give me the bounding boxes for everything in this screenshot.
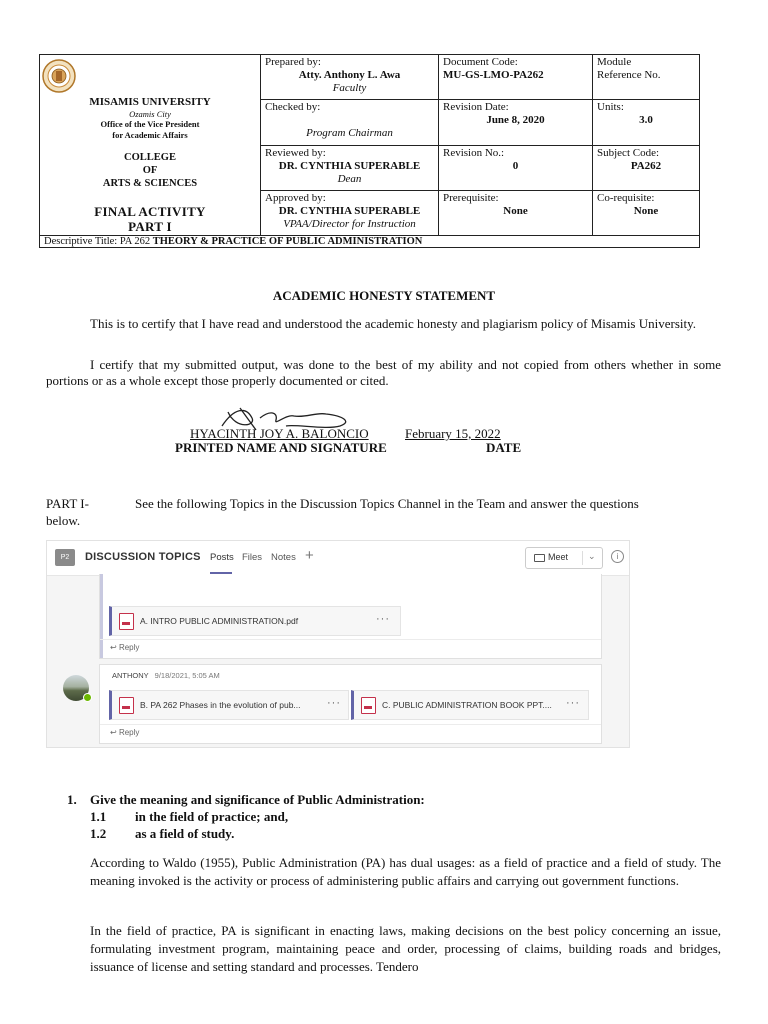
channel-title: DISCUSSION TOPICS bbox=[85, 551, 201, 563]
statement-paragraph-2: I certify that my submitted output, was done to the best of my ability and not copied from others whether in some portions or as a whole except those properly documented or cited. bbox=[46, 357, 721, 388]
meet-button[interactable] bbox=[525, 547, 603, 569]
chevron-down-icon[interactable]: ⌄ bbox=[588, 551, 596, 561]
subject-code-label: Subject Code: bbox=[597, 146, 660, 159]
prerequisite-value: None bbox=[503, 204, 528, 217]
descriptive-title-cell bbox=[40, 236, 700, 248]
prepared-by-name: Atty. Anthony L. Awa bbox=[298, 69, 401, 81]
post-message-1 bbox=[99, 574, 602, 659]
revision-no-value: 0 bbox=[512, 159, 519, 172]
channel-header bbox=[47, 541, 629, 576]
subject-code-value: PA262 bbox=[630, 159, 662, 172]
university-name: MISAMIS UNIVERSITY bbox=[89, 96, 211, 108]
college-line-1: COLLEGE bbox=[124, 152, 176, 163]
document-code-value: MU-GS-LMO-PA262 bbox=[443, 69, 544, 81]
tab-files[interactable]: Files bbox=[242, 552, 263, 563]
university-seal-icon bbox=[42, 59, 76, 93]
question-1-number: 1. bbox=[67, 792, 77, 807]
checked-by-label: Checked by: bbox=[265, 101, 321, 114]
subject-code-cell bbox=[593, 145, 700, 190]
corequisite-label: Co-requisite: bbox=[597, 191, 655, 204]
checked-by-role: Program Chairman bbox=[306, 127, 393, 140]
approved-by-cell bbox=[261, 190, 439, 235]
prepared-by-cell bbox=[261, 55, 439, 100]
pdf-file-icon bbox=[119, 613, 134, 630]
file-attachment-1[interactable] bbox=[109, 606, 401, 636]
part-one-instructions-cont: below. bbox=[46, 513, 81, 528]
meet-divider bbox=[582, 551, 583, 565]
pdf-file-icon bbox=[119, 697, 134, 714]
approved-by-role: VPAA/Director for Instruction bbox=[283, 217, 416, 230]
descriptive-title-value: THEORY & PRACTICE OF PUBLIC ADMINISTRATION bbox=[152, 236, 423, 247]
file-name-3: C. PUBLIC ADMINISTRATION BOOK PPT.... bbox=[382, 700, 552, 710]
post-author bbox=[112, 671, 220, 680]
post-message-2 bbox=[99, 664, 602, 744]
answer-paragraph-2: In the field of practice, PA is significant in enacting laws, making decisions on the best policy concerning an issue, formulating investment program, maintaining peace and order, processing of claims, building roads and bridges, issuance of license and setting standard and processes. Tendero bbox=[90, 923, 721, 974]
teams-channel-screenshot bbox=[46, 540, 630, 748]
approved-by-label: Approved by: bbox=[265, 191, 326, 204]
post-accent-bar bbox=[100, 574, 103, 658]
question-1-text: Give the meaning and significance of Public Administration: bbox=[90, 792, 425, 807]
reply-link-2[interactable]: ↩ Reply bbox=[110, 728, 140, 737]
signature-date: February 15, 2022 bbox=[405, 426, 501, 441]
part-one-instructions: See the following Topics in the Discussion Topics Channel in the Team and answer the questions bbox=[135, 496, 639, 511]
video-camera-icon bbox=[534, 554, 545, 562]
date-label: DATE bbox=[486, 440, 522, 455]
prepared-by-role: Faculty bbox=[332, 82, 367, 94]
reviewed-by-role: Dean bbox=[337, 172, 362, 185]
signer-name: HYACINTH JOY A. BALONCIO bbox=[190, 426, 369, 441]
units-cell bbox=[593, 100, 700, 145]
revision-no-cell bbox=[439, 145, 593, 190]
reply-separator bbox=[100, 724, 601, 725]
office-line-1: Office of the Vice President bbox=[100, 119, 200, 129]
reviewed-by-name: DR. CYNTHIA SUPERABLE bbox=[278, 159, 421, 172]
question-1-2-text: as a field of study. bbox=[135, 826, 235, 841]
file-attachment-2[interactable] bbox=[109, 690, 349, 720]
add-tab-plus-icon[interactable]: + bbox=[305, 547, 314, 564]
channel-badge: P2 bbox=[55, 549, 75, 566]
college-line-2: OF bbox=[142, 165, 158, 176]
reply-link-1[interactable]: ↩ Reply bbox=[110, 643, 140, 652]
revision-date-value: June 8, 2020 bbox=[486, 114, 545, 127]
approved-by-name: DR. CYNTHIA SUPERABLE bbox=[278, 204, 421, 217]
activity-title-2: PART I bbox=[128, 219, 172, 234]
university-cell bbox=[40, 55, 261, 236]
descriptive-title-label: Descriptive Title: PA 262 bbox=[44, 236, 153, 247]
office-line-2: for Academic Affairs bbox=[112, 130, 188, 140]
statement-paragraph-1: This is to certify that I have read and understood the academic honesty and plagiarism policy of Misamis University. bbox=[90, 316, 697, 331]
module-label: Module bbox=[597, 56, 632, 68]
statement-title: ACADEMIC HONESTY STATEMENT bbox=[272, 288, 496, 303]
corequisite-value: None bbox=[633, 204, 659, 217]
question-1-2-number: 1.2 bbox=[90, 826, 107, 841]
part-one-label: PART I- bbox=[46, 496, 89, 511]
info-icon[interactable]: i bbox=[611, 550, 624, 563]
reply-label: Reply bbox=[118, 728, 140, 737]
prepared-by-label: Prepared by: bbox=[265, 56, 321, 68]
meet-label: Meet bbox=[548, 552, 569, 562]
more-options-icon[interactable]: ··· bbox=[376, 613, 390, 625]
more-options-icon[interactable]: ··· bbox=[327, 697, 341, 709]
file-name-2: B. PA 262 Phases in the evolution of pub... bbox=[140, 700, 301, 710]
prerequisite-cell bbox=[439, 190, 593, 235]
ppt-file-icon bbox=[361, 697, 376, 714]
reply-label: Reply bbox=[118, 643, 140, 652]
revision-no-label: Revision No.: bbox=[443, 146, 505, 159]
checked-by-cell bbox=[261, 100, 439, 145]
prerequisite-label: Prerequisite: bbox=[443, 191, 499, 204]
revision-date-cell bbox=[439, 100, 593, 145]
question-1-1-number: 1.1 bbox=[90, 809, 107, 824]
presence-available-icon bbox=[83, 693, 92, 702]
college-line-3: ARTS & SCIENCES bbox=[102, 178, 198, 189]
post-timestamp: 9/18/2021, 5:05 AM bbox=[154, 671, 220, 680]
file-attachment-3[interactable] bbox=[351, 690, 589, 720]
corequisite-cell bbox=[593, 190, 700, 235]
reviewed-by-cell bbox=[261, 145, 439, 190]
tab-posts[interactable]: Posts bbox=[210, 552, 234, 563]
reference-no-label: Reference No. bbox=[597, 69, 661, 81]
reviewed-by-label: Reviewed by: bbox=[265, 146, 326, 159]
document-code-cell bbox=[439, 55, 593, 100]
tab-notes[interactable]: Notes bbox=[271, 552, 296, 563]
reply-separator bbox=[100, 639, 601, 640]
file-name-1: A. INTRO PUBLIC ADMINISTRATION.pdf bbox=[140, 616, 299, 626]
document-code-label: Document Code: bbox=[443, 56, 518, 68]
units-label: Units: bbox=[597, 101, 624, 114]
module-cell bbox=[593, 55, 700, 100]
units-value: 3.0 bbox=[639, 114, 653, 127]
answer-paragraph-1: According to Waldo (1955), Public Administration (PA) has dual usages: as a field of practice and a field of study. The meaning invoked is the activity or process of administering public affairs and carrying out government functions. bbox=[90, 855, 721, 888]
activity-title-1: FINAL ACTIVITY bbox=[94, 204, 206, 219]
more-options-icon[interactable]: ··· bbox=[566, 697, 580, 709]
question-1-1-text: in the field of practice; and, bbox=[135, 809, 289, 824]
printed-name-label: PRINTED NAME AND SIGNATURE bbox=[175, 440, 387, 455]
author-name: ANTHONY bbox=[112, 671, 149, 680]
document-header-table bbox=[39, 54, 700, 248]
revision-date-label: Revision Date: bbox=[443, 101, 509, 114]
university-city: Ozamis City bbox=[129, 109, 171, 119]
